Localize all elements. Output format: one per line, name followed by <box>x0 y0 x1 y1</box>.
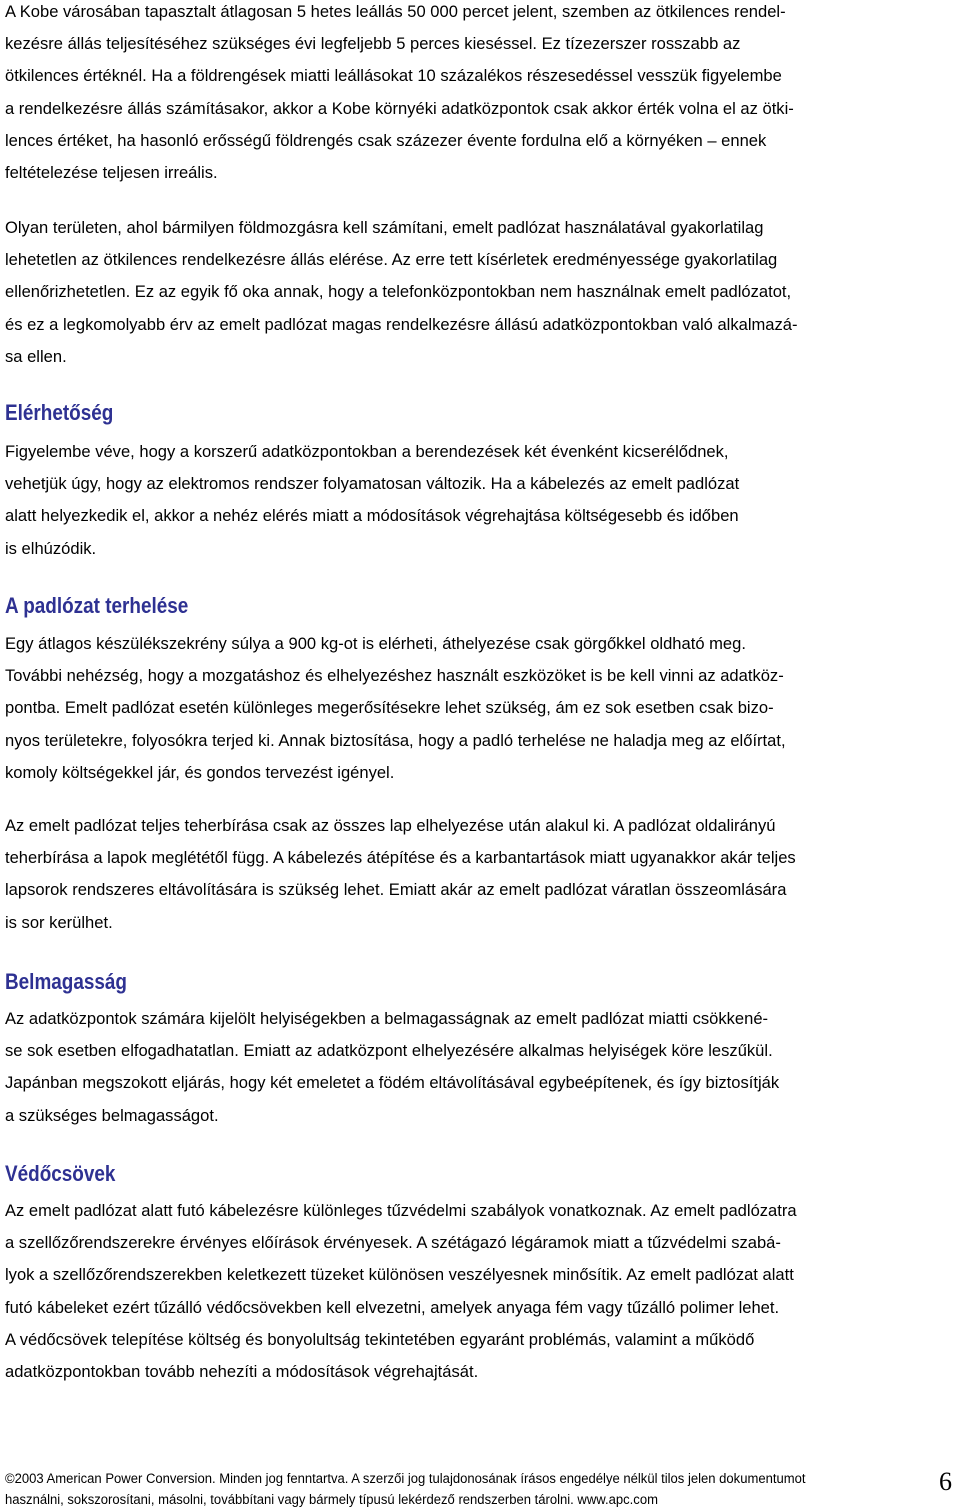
paragraph-load-capacity <box>5 810 957 939</box>
text-line: lyok a szellőzőrendszerekben keletkezett tüzeket különösen veszélyesnek minősítik. Az emelt padlózat alatt <box>5 1265 794 1285</box>
paragraph-conduits <box>5 1195 957 1388</box>
paragraph-ceiling-height <box>5 1003 957 1132</box>
text-line: és ez a legkomolyabb érv az emelt padlózat magas rendelkezésre állású adatközpontokban való alkalmazá- <box>5 314 798 334</box>
text-line: teherbírása a lapok meglététől függ. A kábelezés átépítése és a karbantartások miatt ugyanakkor akár teljes <box>5 848 796 868</box>
text-line: a szükséges belmagasságot. <box>5 1105 219 1125</box>
text-line: Az emelt padlózat alatt futó kábelezésre különleges tűzvédelmi szabályok vonatkoznak. Az emelt padlózatra <box>5 1201 797 1220</box>
text-line: sa ellen. <box>5 346 67 366</box>
text-line: Az emelt padlózat teljes teherbírása csak az összes lap elhelyezése után alakul ki. A padlózat oldalirányú <box>5 816 776 835</box>
footer-line: használni, sokszorosítani, másolni, továbbítani vagy bármely típusú lekérdező rendszerben tárolni. www.apc.com <box>5 1492 658 1508</box>
text-line: ellenőrizhetetlen. Ez az egyik fő oka annak, hogy a telefonközpontokban nem használnak emelt padlózatot, <box>5 282 792 302</box>
text-line: is elhúzódik. <box>5 538 97 558</box>
text-line: a szellőzőrendszerekre érvényes előírások érvényesek. A szétágazó légáramok miatt a tűzvédelmi szabá- <box>5 1233 781 1253</box>
text-line: nyos területekre, folyosókra terjed ki. Annak biztosítása, hogy a padló terhelése ne haladja meg az előírtat, <box>5 730 786 750</box>
text-line: futó kábeleket ezért tűzálló védőcsövekben kell elvezetni, amelyek anyaga fém vagy tűzálló polimer lehet. <box>5 1297 780 1317</box>
text-line: a rendelkezésre állás számításakor, akkor a Kobe környéki adatközpontok csak akkor érték volna el az ötki- <box>5 98 794 118</box>
text-line: ötkilences értéknél. Ha a földrengések miatti leállásokat 10 százalékos részesedéssel vesszük figyelembe <box>5 66 782 86</box>
text-line: is sor kerülhet. <box>5 912 113 932</box>
text-line: További nehézség, hogy a mozgatáshoz és elhelyezéshez használt eszközöket is be kell vinni az adatköz- <box>5 666 784 686</box>
text-line: Egy átlagos készülékszekrény súlya a 900 kg-ot is elérheti, áthelyezése csak görgőkkel oldható meg. <box>5 634 746 653</box>
text-line: adatközpontokban tovább nehezíti a módosítások végrehajtását. <box>5 1362 479 1382</box>
text-line: komoly költségekkel jár, és gondos tervezést igényel. <box>5 762 395 782</box>
text-line: lehetetlen az ötkilences rendelkezésre állás elérése. Az erre tett kísérletek eredményessége gyakorlatilag <box>5 250 778 270</box>
heading-floor-load: A padlózat terhelése <box>5 593 189 618</box>
text-line: alatt helyezkedik el, akkor a nehéz elérés miatt a módosítások végrehajtása költségesebb és időben <box>5 506 739 526</box>
paragraph-kobe-downtime <box>5 0 957 189</box>
text-line: kezésre állás teljesítéséhez szükséges évi legfeljebb 5 perces kieséssel. Ez tízezerszer rosszabb az <box>5 34 741 54</box>
paragraph-availability <box>5 436 957 565</box>
paragraph-floor-load <box>5 628 957 789</box>
paragraph-seismic-areas <box>5 212 957 373</box>
text-line: A védőcsövek telepítése költség és bonyolultság tekintetében egyaránt problémás, valamint a működő <box>5 1329 755 1349</box>
text-line: Olyan területen, ahol bármilyen földmozgásra kell számítani, emelt padlózat használatával gyakorlatilag <box>5 218 764 237</box>
text-line: vehetjük úgy, hogy az elektromos rendszer folyamatosan változik. Ha a kábelezés az emelt padlózat <box>5 474 740 494</box>
text-line: pontba. Emelt padlózat esetén különleges megerősítésekre lehet szükség, ám ez sok esetben csak bizo- <box>5 698 774 718</box>
heading-conduits: Védőcsövek <box>5 1161 116 1186</box>
footer-line: ©2003 American Power Conversion. Minden jog fenntartva. A szerzői jog tulajdonosának írásos engedélye nélkül tilos jelen dokumentumot <box>5 1471 806 1487</box>
text-line: feltételezése teljesen irreális. <box>5 163 218 183</box>
text-line: Figyelembe véve, hogy a korszerű adatközpontokban a berendezések két évenként kicserélődnek, <box>5 442 729 461</box>
text-line: lences értéket, ha hasonló erősségű földrengés csak százezer évente fordulna elő a környéken – ennek <box>5 130 767 150</box>
text-line: lapsorok rendszeres eltávolítására is szükség lehet. Emiatt akár az emelt padlózat váratlan összeomlására <box>5 880 787 900</box>
page-number: 6 <box>939 1467 952 1496</box>
text-line: Japánban megszokott eljárás, hogy két emeletet a födém eltávolításával egybeépítenek, és így biztosítják <box>5 1073 780 1093</box>
heading-ceiling-height: Belmagasság <box>5 969 127 994</box>
text-line: Az adatközpontok számára kijelölt helyiségekben a belmagasságnak az emelt padlózat miatti csökkené- <box>5 1009 769 1028</box>
copyright-footer <box>5 1469 842 1511</box>
heading-availability: Elérhetőség <box>5 400 114 425</box>
text-line: A Kobe városában tapasztalt átlagosan 5 hetes leállás 50 000 percet jelent, szemben az ötkilences rendel- <box>5 2 786 21</box>
text-line: se sok esetben elfogadhatatlan. Emiatt az adatközpont elhelyezésére alkalmas helyiségek köre leszűkül. <box>5 1041 773 1061</box>
